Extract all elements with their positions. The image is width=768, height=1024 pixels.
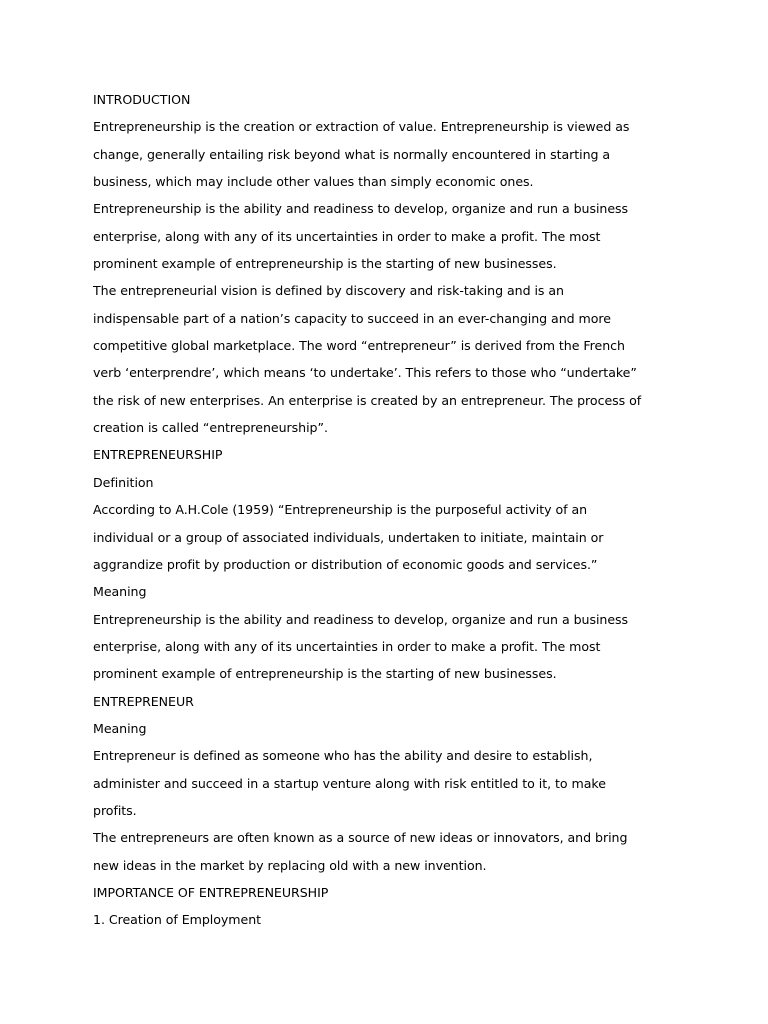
- text-line: verb ‘enterprendre’, which means ‘to undertake’. This refers to those who “undertake”: [93, 365, 637, 381]
- text-line: new ideas in the market by replacing old with a new invention.: [93, 857, 487, 873]
- text-line: Entrepreneurship is the ability and readiness to develop, organize and run a business: [93, 611, 629, 627]
- text-line: The entrepreneurs are often known as a source of new ideas or innovators, and bring: [93, 830, 628, 846]
- list-item-creation-of-employment: 1. Creation of Employment: [93, 912, 262, 928]
- text-line: Entrepreneurship is the creation or extraction of value. Entrepreneurship is viewed as: [93, 119, 630, 135]
- text-line: According to A.H.Cole (1959) “Entrepreneurship is the purposeful activity of an: [93, 502, 588, 518]
- text-line: business, which may include other values than simply economic ones.: [93, 174, 534, 190]
- heading-entrepreneurship: ENTREPRENEURSHIP: [93, 447, 223, 463]
- text-line: the risk of new enterprises. An enterprise is created by an entrepreneur. The process of: [93, 392, 642, 408]
- text-line: enterprise, along with any of its uncertainties in order to make a profit. The most: [93, 228, 601, 244]
- text-line: indispensable part of a nation’s capacity to succeed in an ever-changing and more: [93, 310, 611, 326]
- text-line: prominent example of entrepreneurship is the starting of new businesses.: [93, 666, 557, 682]
- subheading-definition: Definition: [93, 474, 154, 490]
- text-line: prominent example of entrepreneurship is the starting of new businesses.: [93, 256, 557, 272]
- text-line: competitive global marketplace. The word “entrepreneur” is derived from the French: [93, 338, 625, 354]
- subheading-meaning: Meaning: [93, 720, 147, 736]
- text-line: enterprise, along with any of its uncertainties in order to make a profit. The most: [93, 638, 601, 654]
- text-line: change, generally entailing risk beyond what is normally encountered in starting a: [93, 146, 611, 162]
- text-line: The entrepreneurial vision is defined by discovery and risk-taking and is an: [93, 283, 564, 299]
- text-line: Entrepreneur is defined as someone who has the ability and desire to establish,: [93, 748, 593, 764]
- document-page: [93, 86, 642, 934]
- subheading-meaning: Meaning: [93, 584, 147, 600]
- text-line: administer and succeed in a startup venture along with risk entitled to it, to make: [93, 775, 606, 791]
- heading-introduction: INTRODUCTION: [93, 92, 191, 107]
- text-line: aggrandize profit by production or distribution of economic goods and services.”: [93, 556, 598, 572]
- heading-entrepreneur: ENTREPRENEUR: [93, 693, 194, 709]
- text-line: Entrepreneurship is the ability and readiness to develop, organize and run a business: [93, 201, 629, 217]
- text-line: profits.: [93, 802, 137, 818]
- text-line: individual or a group of associated individuals, undertaken to initiate, maintain or: [93, 529, 604, 545]
- heading-importance-of-entrepreneurship: IMPORTANCE OF ENTREPRENEURSHIP: [93, 884, 329, 900]
- text-line: creation is called “entrepreneurship”.: [93, 420, 328, 436]
